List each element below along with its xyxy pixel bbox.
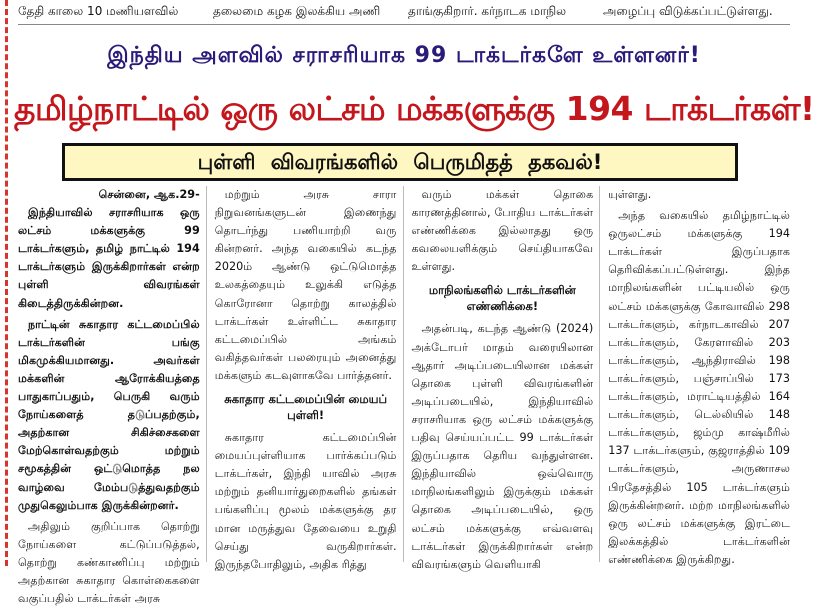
paragraph: அந்த வகையில் தமிழ்நாட்டில் ஒருலட்சம் மக்களுக்கு 194 டாக்டர்கள் இருப்பதாக தெரிவிக்கப்பட்டுள்ளது. இந்த மாநிலங்களின் பட்டியலில் ஒரு லட்சம் மக்களுக்கு கோவாவில் 298 டாக்டர்களும், கர்நாடகாவில் 207 டாக்டர்களும், கேரளாவில் 203 டாக்டர்களும், ஆந்திராவில் 198 டாக்டர்களும், பஞ்சாப்பில் 173 டாக்டர்களும், மராட்டியத்தில் 164 டாக்டர்களும், டெல்லியில் 148 டாக்டர்களும், ஜம்மு காஷ்மீரில் 137 டாக்டர்களும், குஜராத்தில் 109 டாக்டர்களும், அருணாசல பிரதேசத்தில் 105 டாக்டர்களும் இருக்கின்றனர். மற்ற மாநிலங்களில் ஒரு லட்சம் மக்களுக்கு இரட்டை இலக்கத்தில் டாக்டர்களின் எண்ணிக்கை இருக்கிறது. bbox=[608, 209, 790, 566]
paragraph: அதன்படி, கடந்த ஆண்டு (2024) அக்டோபர் மாதம் வரையிலான ஆதார் அடிப்படையிலான மக்கள் தொகை புள்ளி விவரங்களின் அடிப்படையில், இந்தியாவில் சராசரியாக ஒரு லட்சம் மக்களுக்கு பதிவு செய்யப்பட்ட 99 டாக்டர்கள் இருப்பதாக தெரிய வந்துள்ளன. இந்தியாவில் ஒவ்வொரு மாநிலங்களிலும் இருக்கும் மக்கள் தொகை அடிப்படையில், ஒரு லட்சம் மக்களுக்கு எவ்வளவு டாக்டர்கள் இருக்கிறார்கள் என்ற விவரங்களும் வெளியாகி bbox=[411, 322, 594, 571]
paragraph: யுள்ளது. bbox=[608, 188, 652, 201]
previous-article-strip bbox=[18, 0, 790, 25]
paragraph: சுகாதார கட்டமைப்பின் மையப்புள்ளியாக பார்க்கப்படும் டாக்டர்கள், இந்தி யாவில் அரசு மற்றும் தனியார்துறைகளில் தங்கள் பங்களிப்பு மூலம் மக்களுக்கு தர மான மருத்துவ தேவையை உறுதி செய்து வருகிறார்கள். இருந்தபோதிலும், அதிக ரித்து bbox=[214, 431, 397, 571]
article-column-2 bbox=[214, 186, 404, 571]
paragraph: மற்றும் அரசு சாரா நிறுவனங்களுடன் இணைந்து தொடர்ந்து பணியாற்றி வரு கின்றனர். அந்த வகையில் கடந்த 2020ம் ஆண்டு ஒட்டுமொத்த உலகத்தையும் உலுக்கி எடுத்த கொரோனா தொற்று காலத்தில் டாக்டர்கள் உள்ளிட்ட சுகாதார கட்டமைப்பில் அங்கம் வகித்தவர்கள் பலரையும் அனைத்து மக்களும் கடவுளாகவே பார்த்தனர். bbox=[214, 188, 397, 382]
strip-text-4: அழைப்பு விடுக்கப்பட்டுள்ளது. bbox=[603, 4, 773, 18]
strip-text-2: தலைமை கழக இலக்கிய அணி bbox=[213, 4, 381, 18]
section-heading: மாநிலங்களில் டாக்டர்களின் எண்ணிக்கை! bbox=[428, 283, 576, 314]
kicker-headline: இந்திய அளவில் சராசரியாக 99 டாக்டர்களே உள்ளனர்! bbox=[107, 43, 701, 68]
dateline: சென்னை, ஆக.29- bbox=[98, 188, 200, 201]
section-heading: சுகாதார கட்டமைப்பின் மையப் புள்ளி! bbox=[224, 392, 388, 423]
paragraph: நாட்டின் சுகாதார கட்டமைப்பில் டாக்டர்களின் பங்கு மிகமுக்கியமானது. அவர்கள் மக்களின் ஆரோக்கியத்தை பாதுகாப்பதும், பெருகி வரும் நோய்களைத் தடுப்பதற்கும், அதற்கான சிகிச்சைகளை மேற்கொள்வதற்கும் மற்றும் சமூகத்தின் ஒட்டுமொத்த நல வாழ்வை மேம்படுத்துவதற்கும் முதுகெலும்பாக இருக்கின்றனர். bbox=[18, 317, 200, 512]
page-margin-border bbox=[0, 0, 8, 566]
article-column-3 bbox=[411, 186, 601, 571]
paragraph: அதிலும் குறிப்பாக தொற்று நோய்களை கட்டுப்படுத்தல், தொற்று கண்காணிப்பு மற்றும் அதற்கான சுகாதார கொள்கைகளை வகுப்பதில் டாக்டர்கள் அரசு bbox=[18, 519, 200, 606]
strip-text-1: தேதி காலை 10 மணியளவில் bbox=[18, 4, 179, 18]
subheadline-box: புள்ளி விவரங்களில் பெருமிதத் தகவல்! bbox=[62, 143, 738, 181]
article-column-4 bbox=[608, 186, 790, 566]
article-column-1 bbox=[18, 186, 207, 606]
lead-paragraph: இந்தியாவில் சராசரியாக ஒரு லட்சம் மக்களுக்கு 99 டாக்டர்களும், தமிழ் நாட்டில் 194 டாக்டர்களும் இருக்கிறார்கள் என்ற புள்ளி விவரங்கள் கிடைத்திருக்கின்றன. bbox=[18, 206, 200, 310]
main-headline: தமிழ்நாட்டில் ஒரு லட்சம் மக்களுக்கு 194 டாக்டர்கள்! bbox=[14, 89, 815, 128]
strip-text-3: தாங்குகிறார். கர்நாடக மாநில bbox=[408, 4, 567, 18]
article-body bbox=[18, 186, 790, 606]
paragraph: வரும் மக்கள் தொகை காரணத்தினால், போதிய டாக்டர்கள் எண்ணிக்கை இல்லாதது ஒரு கவலையளிக்கும் செய்தியாகவே உள்ளது. bbox=[411, 188, 594, 274]
